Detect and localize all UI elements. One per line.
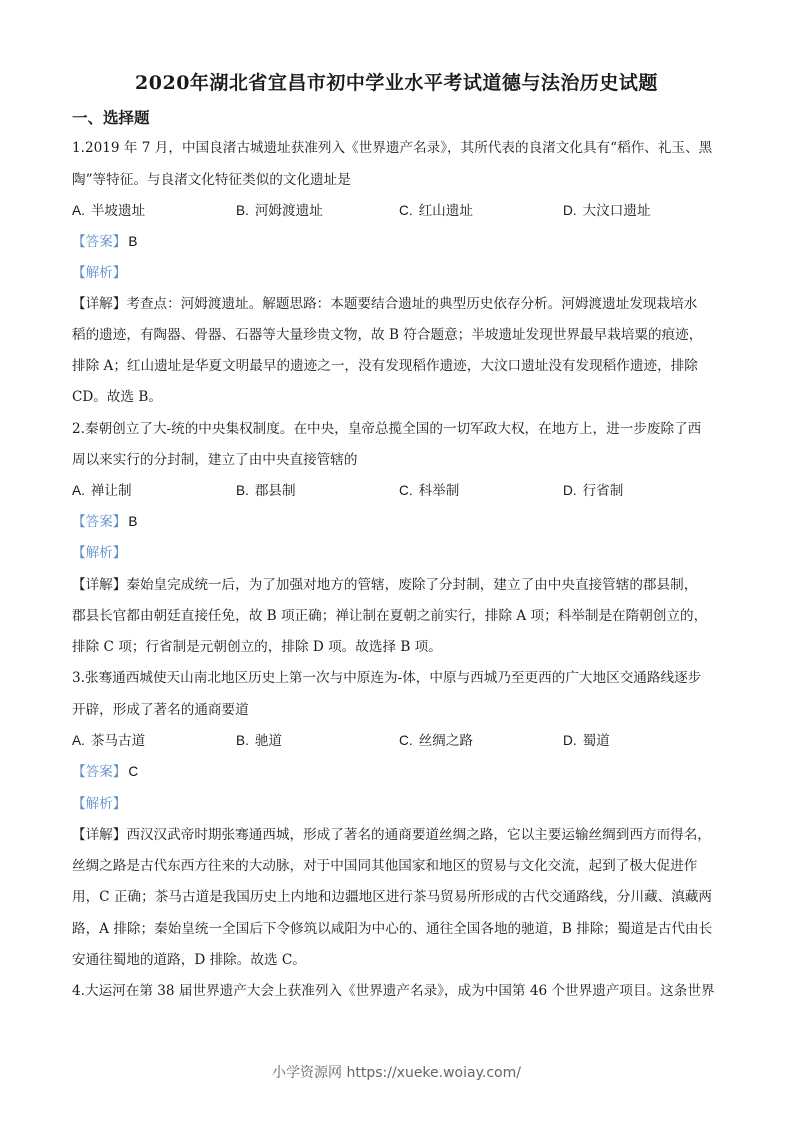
- answer-label: 【答案】: [72, 764, 127, 780]
- answer-label: 【答案】: [72, 234, 127, 250]
- option-c: [399, 731, 473, 751]
- option-d: [563, 201, 651, 221]
- option-b: [236, 481, 296, 501]
- option-letter: C.: [399, 733, 413, 748]
- option-text: 科举制: [418, 483, 460, 499]
- question-3-detail-line-4: 路，A 排除；秦始皇统一全国后下令修筑以咸阳为中心的、通往全国各地的驰道，B 排除；蜀道是古代由长: [72, 921, 713, 937]
- option-text: 茶马古道: [90, 733, 146, 749]
- question-1-analysis: [72, 263, 722, 283]
- option-letter: B.: [236, 483, 249, 498]
- detail-text: 考查点：河姆渡遗址。解题思路：本题要结合遗址的典型历史依存分析。河姆渡遗址发现栽培水: [126, 296, 698, 312]
- option-letter: C.: [399, 203, 413, 218]
- detail-text: 秦始皇完成统一后，为了加强对地方的管辖，废除了分封制，建立了由中央直接管辖的郡县制，: [126, 577, 698, 593]
- answer-value: B: [128, 514, 138, 529]
- option-c: [399, 481, 459, 501]
- option-letter: A.: [72, 483, 85, 498]
- section-heading: 一、选择题: [72, 108, 150, 127]
- analysis-label: 【解析】: [72, 545, 127, 561]
- option-text: 半坡遗址: [90, 203, 146, 219]
- option-a: [72, 201, 145, 221]
- question-1-detail-line-1: [72, 294, 722, 314]
- question-2-detail-line-1: [72, 575, 722, 595]
- question-1-detail-line-4: CD。故选 B。: [72, 389, 162, 405]
- question-1-detail-line-3: 排除 A；红山遗址是华夏文明最早的遗迹之一，没有发现稻作遗迹，大汶口遗址没有发现稻作遗迹，排除: [72, 358, 698, 374]
- option-text: 蜀道: [582, 733, 610, 749]
- option-letter: C.: [399, 483, 413, 498]
- option-letter: D.: [563, 733, 577, 748]
- question-3-detail-line-1: [72, 825, 722, 845]
- question-3-detail-line-2: 丝绸之路是古代东西方往来的大动脉，对于中国同其他国家和地区的贸易与文化交流，起到了极大促进作: [72, 858, 698, 874]
- option-letter: B.: [236, 203, 249, 218]
- answer-value: B: [128, 234, 138, 249]
- option-text: 红山遗址: [418, 203, 473, 219]
- option-text: 驰道: [254, 733, 283, 749]
- question-2-answer: [72, 512, 722, 532]
- question-2-stem-line-1: 2.秦朝创立了大-统的中央集权制度。在中央，皇帝总揽全国的一切军政大权，在地方上，进一步废除了西: [72, 421, 702, 437]
- option-text: 郡县制: [254, 483, 296, 499]
- question-2-stem-line-2: 周以来实行的分封制，建立了由中央直接管辖的: [72, 452, 358, 468]
- question-2-detail-line-2: 郡县长官都由朝廷直接任免，故 B 项正确；禅让制在夏朝之前实行，排除 A 项；科举制是在隋朝创立的，: [72, 608, 708, 624]
- option-d: [563, 481, 623, 501]
- option-text: 河姆渡遗址: [254, 203, 323, 219]
- footer-source-link[interactable]: 小学资源网 https://xueke.woiay.com/: [272, 1065, 521, 1081]
- question-3-answer: [72, 762, 722, 782]
- analysis-label: 【解析】: [72, 265, 127, 281]
- answer-label: 【答案】: [72, 514, 127, 530]
- option-letter: A.: [72, 203, 85, 218]
- analysis-label: 【解析】: [72, 796, 127, 812]
- answer-value: C: [128, 764, 139, 779]
- question-3-stem-line-1: 3.张骞通西城使天山南北地区历史上第一次与中原连为-体，中原与西城乃至更西的广大地区交通路线逐步: [72, 670, 702, 686]
- question-1-stem-line-2: 陶”等特征。与良渚文化特征类似的文化遗址是: [72, 172, 351, 188]
- detail-text: 西汉汉武帝时期张骞通西城，形成了著名的通商要道丝绸之路，它以主要运输丝绸到西方而得名，: [126, 827, 711, 843]
- detail-label: 【详解】: [72, 827, 127, 843]
- question-3-detail-line-5: 安通往蜀地的道路，D 排除。故选 C。: [72, 952, 306, 968]
- question-1-detail-line-2: 稻的遗迹，有陶器、骨器、石器等大量珍贵文物，故 B 符合题意；半坡遗址发现世界最早栽培粟的痕迹，: [72, 327, 703, 343]
- option-text: 行省制: [582, 483, 624, 499]
- question-3-detail-line-3: 用，C 正确；茶马古道是我国历史上内地和边疆地区进行茶马贸易所形成的古代交通路线，分川藏、滇藏两: [72, 889, 713, 905]
- option-letter: D.: [563, 483, 577, 498]
- question-3-analysis: [72, 794, 722, 814]
- question-1-answer: [72, 232, 722, 252]
- page-title: 2020年湖北省宜昌市初中学业水平考试道德与法治历史试题: [135, 72, 658, 94]
- option-a: [72, 731, 145, 751]
- option-letter: A.: [72, 733, 85, 748]
- option-letter: D.: [563, 203, 577, 218]
- option-text: 禅让制: [90, 483, 132, 499]
- option-b: [236, 201, 323, 221]
- option-c: [399, 201, 473, 221]
- detail-label: 【详解】: [72, 577, 127, 593]
- question-4-stem-line-1: 4.大运河在第 38 届世界遗产大会上获准列入《世界遗产名录》，成为中国第 46 个世界遗产项目。这条世界: [72, 983, 715, 999]
- option-b: [236, 731, 282, 751]
- option-letter: B.: [236, 733, 249, 748]
- question-2-detail-line-3: 排除 C 项；行省制是元朝创立的，排除 D 项。故选择 B 项。: [72, 639, 442, 655]
- option-d: [563, 731, 610, 751]
- option-text: 丝绸之路: [418, 733, 473, 749]
- question-3-stem-line-2: 开辟，形成了著名的通商要道: [72, 702, 249, 718]
- question-1-stem-line-1: 1.2019 年 7 月，中国良渚古城遗址获准列入《世界遗产名录》，其所代表的良渚文化具有“稻作、礼玉、黑: [72, 140, 713, 156]
- option-a: [72, 481, 132, 501]
- option-text: 大汶口遗址: [582, 203, 651, 219]
- detail-label: 【详解】: [72, 296, 127, 312]
- question-2-analysis: [72, 543, 722, 563]
